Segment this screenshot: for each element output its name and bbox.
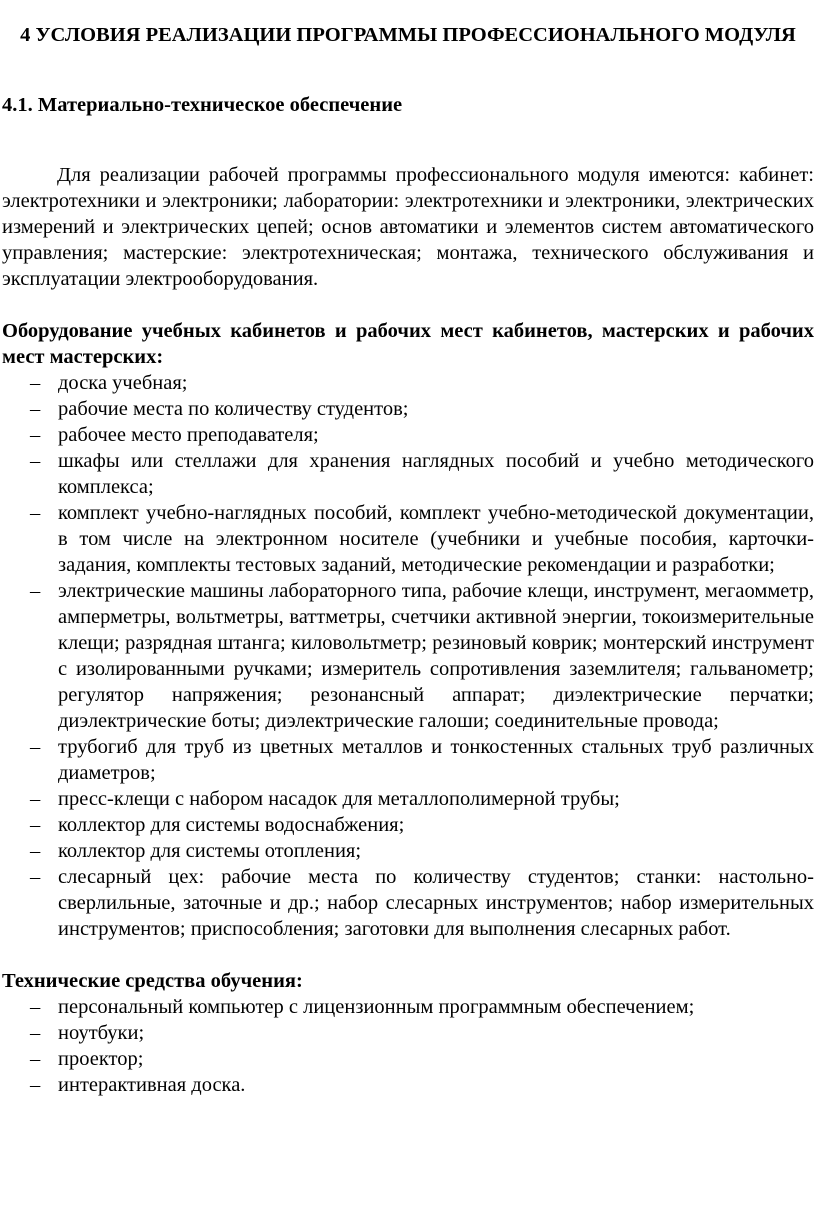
list-item — [2, 786, 814, 812]
list-item-text: трубогиб для труб из цветных металлов и тонкостенных стальных труб различных диаметров; — [58, 736, 814, 784]
bullet-dash: – — [30, 736, 41, 758]
list-item-text: коллектор для системы водоснабжения; — [58, 814, 405, 836]
equipment-list — [2, 370, 814, 942]
equipment-heading: Оборудование учебных кабинетов и рабочих мест кабинетов, мастерских и рабочих мест мастерских: — [2, 320, 814, 368]
bullet-dash: – — [30, 372, 41, 394]
list-item-text: коллектор для системы отопления; — [58, 840, 362, 862]
bullet-dash: – — [30, 424, 41, 446]
list-item-text: рабочее место преподавателя; — [58, 424, 319, 446]
bullet-dash: – — [30, 814, 41, 836]
list-item — [2, 734, 814, 786]
bullet-dash: – — [30, 1074, 41, 1096]
bullet-dash: – — [30, 450, 41, 472]
bullet-dash: – — [30, 1022, 41, 1044]
tech-list — [2, 994, 814, 1098]
list-item — [2, 994, 814, 1020]
bullet-dash: – — [30, 1048, 41, 1070]
list-item-text: комплект учебно-наглядных пособий, комплект учебно-методической документации, в том числе на электронном носителе (учебники и учебные пособия, карточки-задания, комплекты тестовых заданий, методические рекомендации и разработки; — [58, 502, 814, 576]
list-item-text: ноутбуки; — [58, 1022, 145, 1044]
list-item — [2, 838, 814, 864]
list-item — [2, 500, 814, 578]
list-item — [2, 370, 814, 396]
list-item — [2, 1020, 814, 1046]
list-item — [2, 578, 814, 734]
bullet-dash: – — [30, 398, 41, 420]
list-item — [2, 864, 814, 942]
list-item — [2, 812, 814, 838]
section-title: 4 УСЛОВИЯ РЕАЛИЗАЦИИ ПРОГРАММЫ ПРОФЕССИОНАЛЬНОГО МОДУЛЯ — [20, 24, 796, 46]
bullet-dash: – — [30, 866, 41, 888]
list-item — [2, 1046, 814, 1072]
bullet-dash: – — [30, 788, 41, 810]
bullet-dash: – — [30, 502, 41, 524]
list-item — [2, 1072, 814, 1098]
list-item-text: шкафы или стеллажи для хранения наглядных пособий и учебно методического комплекса; — [58, 450, 814, 498]
list-item-text: слесарный цех: рабочие места по количеству студентов; станки: настольно-сверлильные, заточные и др.; набор слесарных инструментов; набор измерительных инструментов; приспособления; заготовки для выполнения слесарных работ. — [58, 866, 814, 940]
list-item-text: пресс-клещи с набором насадок для металлополимерной трубы; — [58, 788, 620, 810]
list-item-text: персональный компьютер с лицензионным программным обеспечением; — [58, 996, 695, 1018]
list-item-text: доска учебная; — [58, 372, 188, 394]
list-item-text: проектор; — [58, 1048, 144, 1070]
list-item-text: электрические машины лабораторного типа, рабочие клещи, инструмент, мегаомметр, амперметры, вольтметры, ваттметры, счетчики активной энергии, токоизмерительные клещи; разрядная штанга; киловольтметр; резиновый коврик; монтерский инструмент с изолированными ручками; измеритель сопротивления заземлителя; гальванометр; регулятор напряжения; резонансный аппарат; диэлектрические перчатки; диэлектрические боты; диэлектрические галоши; соединительные провода; — [58, 580, 814, 732]
bullet-dash: – — [30, 840, 41, 862]
list-item-text: рабочие места по количеству студентов; — [58, 398, 409, 420]
list-item-text: интерактивная доска. — [58, 1074, 246, 1096]
bullet-dash: – — [30, 996, 41, 1018]
tech-heading: Технические средства обучения: — [2, 970, 303, 992]
list-item — [2, 396, 814, 422]
list-item — [2, 422, 814, 448]
bullet-dash: – — [30, 580, 41, 602]
list-item — [2, 448, 814, 500]
intro-paragraph: Для реализации рабочей программы профессионального модуля имеются: кабинет: электротехники и электроники; лаборатории: электротехники и электроники, электрических измерений и электрических цепей; основ автоматики и элементов систем автоматического управления; мастерские: электротехническая; монтажа, технического обслуживания и эксплуатации электрооборудования. — [2, 164, 814, 290]
subsection-title: 4.1. Материально-техническое обеспечение — [2, 94, 403, 116]
